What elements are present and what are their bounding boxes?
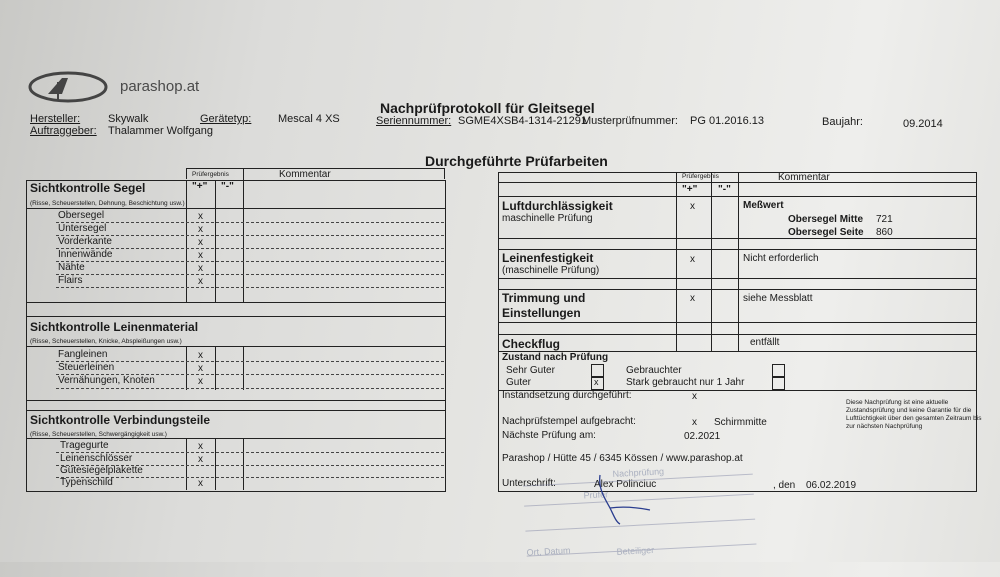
leinenfest-mark: x (690, 254, 695, 265)
segel-row-label: Untersegel (58, 223, 107, 234)
divider (56, 274, 444, 275)
disclaimer-line: zur nächsten Nachprüfung (846, 423, 923, 430)
verbindung-row-mark: x (198, 441, 203, 452)
zustand-stark-checkbox[interactable] (772, 376, 785, 390)
zustand-gebrauchter-label: Gebrauchter (626, 365, 682, 376)
hersteller-label: Hersteller: (30, 113, 81, 125)
instandsetzung-label: Instandsetzung durchgeführt: (502, 390, 632, 401)
leinenfest-subtitle: (maschinelle Prüfung) (502, 265, 600, 276)
verbindung-row-label: Typenschild (60, 477, 113, 488)
stamp-text: Ort, Datum (526, 545, 571, 558)
divider (186, 346, 187, 390)
segel-title: Sichtkontrolle Segel (30, 181, 146, 195)
divider (26, 346, 445, 347)
divider (498, 196, 976, 197)
divider (26, 410, 445, 411)
document-title: Nachprüfprotokoll für Gleitsegel (380, 100, 595, 116)
verbindung-row-mark: x (198, 478, 203, 489)
divider (56, 477, 444, 478)
trimmung-comment: siehe Messblatt (743, 293, 813, 304)
divider (56, 261, 444, 262)
stempel-value: Schirmmitte (714, 417, 767, 428)
divider (56, 361, 444, 362)
divider (186, 438, 187, 490)
checkflug-title: Checkflug (502, 337, 561, 351)
checkflug-comment: entfällt (750, 337, 780, 348)
stamp-text: Nachprüfung (612, 466, 665, 479)
baujahr-value: 09.2014 (903, 118, 943, 130)
unterschrift-name: Alex Polinciuc (594, 479, 657, 490)
divider (56, 287, 444, 288)
divider (56, 222, 444, 223)
auftraggeber-label: Auftraggeber: (30, 125, 97, 137)
divider (243, 168, 244, 180)
unterschrift-label: Unterschrift: (502, 478, 556, 489)
segel-row-mark: x (198, 276, 203, 287)
trimmung-title: Trimmung und (502, 291, 586, 305)
leinen-row-mark: x (198, 376, 203, 387)
unterschrift-date-label: , den (773, 480, 796, 491)
divider (56, 248, 444, 249)
naechste-pruefung-value: 02.2021 (684, 431, 721, 442)
musterpruef-value: PG 01.2016.13 (690, 115, 765, 127)
right-plus-header: "+" (682, 184, 698, 195)
segel-row-mark: x (198, 211, 203, 222)
divider (243, 438, 244, 490)
leinen-row-label: Vernähungen, Knoten (58, 375, 155, 386)
auftraggeber-value: Thalammer Wolfgang (108, 125, 213, 137)
leinenfest-comment: Nicht erforderlich (743, 253, 819, 264)
stempel-label: Nachprüfstempel aufgebracht: (502, 416, 636, 427)
divider (498, 278, 976, 279)
divider (498, 182, 976, 183)
geraetetyp-label: Gerätetyp: (200, 113, 252, 125)
left-plus-header: "+" (192, 181, 208, 192)
divider (738, 172, 739, 352)
disclaimer-line: Lufttüchtigkeit über den gesamten Zeitraum bis (846, 415, 982, 422)
unterschrift-date: 06.02.2019 (806, 480, 857, 491)
divider (243, 346, 244, 390)
divider (26, 400, 445, 401)
leinen-row-mark: x (198, 350, 203, 361)
trimmung-mark: x (690, 293, 695, 304)
verbindung-title: Sichtkontrolle Verbindungsteile (30, 413, 211, 427)
instandsetzung-value: x (692, 391, 697, 402)
zustand-title: Zustand nach Prüfung (502, 352, 609, 363)
verbindung-row-label: Leinenschlösser (60, 453, 133, 464)
divider (243, 180, 244, 302)
leinen-row-label: Fangleinen (58, 349, 108, 360)
segel-row-mark: x (198, 237, 203, 248)
luft-mark: x (690, 201, 695, 212)
hersteller-value: Skywalk (108, 113, 149, 125)
naechste-pruefung-label: Nächste Prüfung am: (502, 430, 596, 441)
disclaimer-line: Zustandsprüfung und keine Garantie für die (846, 407, 972, 414)
verbindung-row-label: Gütesiegelplakette (60, 465, 143, 476)
luft-measure-1-label: Obersegel Mitte (788, 214, 864, 225)
zustand-guter-checkmark: x (594, 377, 599, 387)
segel-row-label: Nähte (58, 262, 85, 273)
musterpruef-label: Musterprüfnummer: (582, 115, 678, 127)
left-kommentar-header: Kommentar (279, 169, 331, 180)
luft-title: Luftdurchlässigkeit (502, 199, 613, 213)
divider (711, 172, 712, 352)
segel-row-mark: x (198, 250, 203, 261)
segel-row-label: Flairs (58, 275, 83, 286)
luft-measure-2-label: Obersegel Seite (788, 227, 864, 238)
leinen-row-mark: x (198, 363, 203, 374)
seriennummer-label: Seriennummer: (376, 115, 452, 127)
divider (215, 438, 216, 490)
segel-row-label: Obersegel (58, 210, 105, 221)
leinen-row-label: Steuerleinen (58, 362, 115, 373)
divider (676, 172, 677, 352)
stamp-text: Beteiliger (616, 544, 655, 557)
segel-row-label: Innenwände (58, 249, 113, 260)
zustand-guter-label: Guter (506, 377, 532, 388)
left-pruefergebnis-label: Prüfergebnis (192, 171, 229, 178)
divider (498, 334, 976, 335)
divider (26, 208, 445, 209)
divider (56, 235, 444, 236)
baujahr-label: Baujahr: (822, 116, 863, 128)
divider (215, 180, 216, 302)
verbindung-subtitle: (Risse, Scheuerstellen, Schwergängigkeit usw.) (30, 431, 167, 438)
luft-measure-2-value: 860 (876, 227, 893, 238)
brand-name: parashop.at (120, 78, 200, 95)
left-minus-header: "-" (221, 181, 234, 192)
divider (498, 238, 976, 239)
right-pruefergebnis-label: Prüfergebnis (682, 173, 719, 180)
trimmung-title-2: Einstellungen (502, 306, 581, 320)
section-title: Durchgeführte Prüfarbeiten (425, 153, 608, 169)
parashop-logo-icon (28, 70, 110, 104)
luft-subtitle: maschinelle Prüfung (502, 213, 593, 224)
shop-address: Parashop / Hütte 45 / 6345 Kössen / www.parashop.at (502, 453, 743, 464)
zustand-stark-label: Stark gebraucht nur 1 Jahr (626, 377, 745, 388)
zustand-guter-checkbox[interactable] (591, 376, 604, 390)
seriennummer-value: SGME4XSB4-1314-21291 (458, 115, 588, 127)
leinenfest-title: Leinenfestigkeit (502, 251, 594, 265)
divider (26, 302, 445, 303)
divider (186, 180, 187, 302)
divider (56, 388, 444, 389)
divider (26, 316, 445, 317)
disclaimer-line: Diese Nachprüfung ist eine aktuelle (846, 399, 949, 406)
geraetetyp-value: Mescal 4 XS (278, 113, 340, 125)
luft-measure-1-value: 721 (876, 214, 893, 225)
segel-row-mark: x (198, 263, 203, 274)
divider (498, 322, 976, 323)
divider (498, 249, 976, 250)
verbindung-row-label: Tragegurte (60, 440, 109, 451)
segel-row-mark: x (198, 224, 203, 235)
verbindung-row-mark: x (198, 454, 203, 465)
stempel-mark: x (692, 417, 697, 428)
segel-subtitle: (Risse, Scheuerstellen, Dehnung, Beschichtung usw.) (30, 200, 185, 207)
signature-scribble (570, 470, 680, 530)
zustand-sehr-guter-label: Sehr Guter (506, 365, 555, 376)
right-kommentar-header: Kommentar (778, 172, 830, 183)
divider (26, 438, 445, 439)
divider (498, 289, 976, 290)
luft-comment: Meßwert (743, 200, 784, 211)
right-minus-header: "-" (718, 184, 731, 195)
stamp-text: Prüfer (583, 489, 609, 501)
segel-row-label: Vorderkante (58, 236, 112, 247)
leinen-title: Sichtkontrolle Leinenmaterial (30, 320, 199, 334)
divider (215, 346, 216, 390)
leinen-subtitle: (Risse, Scheuerstellen, Knicke, Abspleißungen usw.) (30, 338, 182, 345)
